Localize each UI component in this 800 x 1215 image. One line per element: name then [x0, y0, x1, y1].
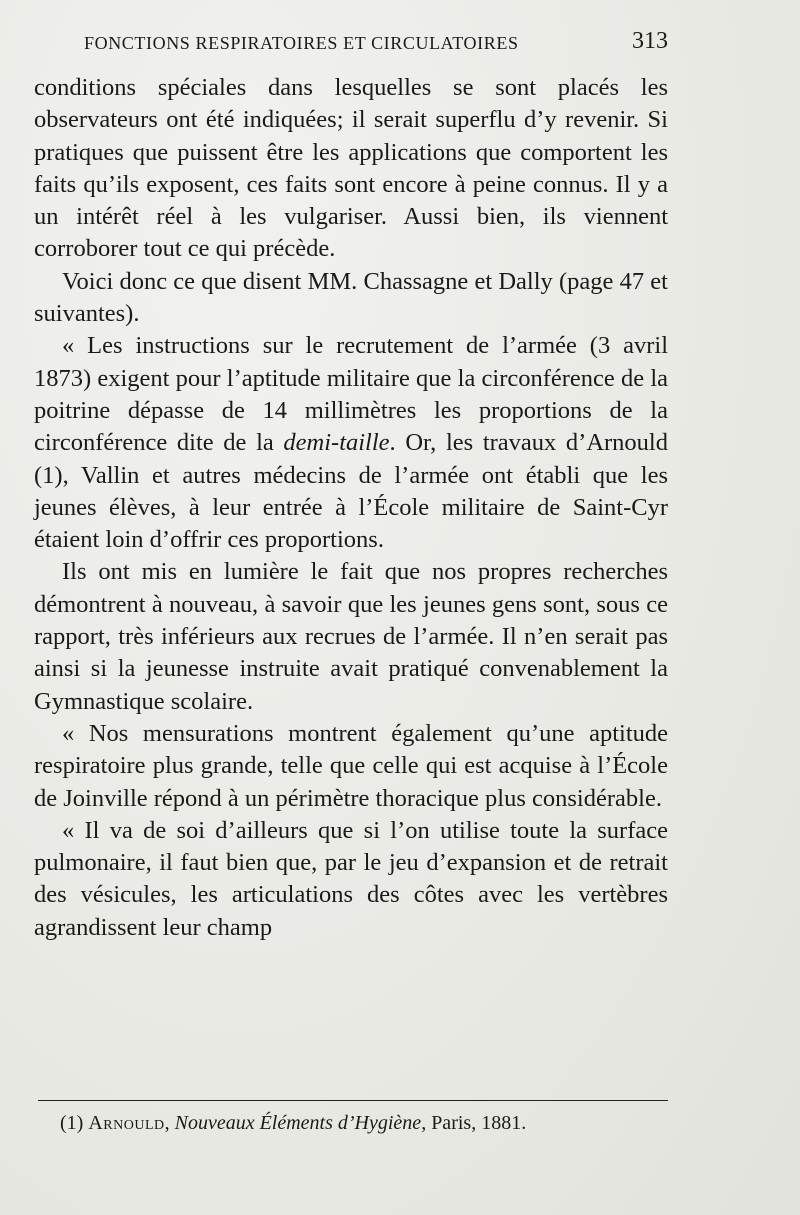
running-title: FONCTIONS RESPIRATOIRES ET CIRCULATOIRES: [84, 33, 519, 53]
paragraph-text: conditions spéciales dans lesquelles se sont placés les observateurs ont été indiquées; il serait superflu d’y revenir. Si pratiques que puissent être les applications que comportent les faits qu’ils exposent, ces faits sont encore à peine connus. Il y a un intérêt réel à les vulgariser. Aussi bien, ils viennent corroborer tout ce qui précède.: [34, 74, 668, 263]
italic-text: demi-taille: [283, 429, 390, 457]
footnote-rest: , Paris, 1881.: [421, 1112, 527, 1134]
paragraph-text: « Il va de soi d’ailleurs que si l’on utilise toute la surface pulmonaire, il faut bien que, par le jeu d’expansion et de retrait des vésicules, les articulations des côtes avec les vertèbres agrandissent leur champ: [34, 816, 668, 941]
paragraph: [34, 330, 668, 556]
paragraph: [34, 72, 668, 266]
footnote: (1) Arnould, Nouveaux Éléments d’Hygiène, Paris, 1881.: [60, 1112, 527, 1134]
paragraph: [34, 815, 668, 944]
body-text: [34, 72, 668, 944]
footnote-author: Arnould: [88, 1112, 165, 1134]
paragraph: [34, 556, 668, 717]
paragraph: [34, 266, 668, 331]
paragraph-text: Ils ont mis en lumière le fait que nos propres recherches démontrent à nouveau, à savoir que les jeunes gens sont, sous ce rapport, très inférieurs aux recrues de l’armée. Il n’en serait pas ainsi si la jeunesse instruite avait pratiqué convenablement la Gymnastique scolaire.: [34, 558, 668, 715]
footnote-marker: (1): [60, 1112, 84, 1134]
paragraph-text: . Or, les travaux d’Arnould (1), Vallin et autres médecins de l’armée ont établi que les jeunes élèves, à leur entrée à l’École militaire de Saint-Cyr étaient loin d’offrir ces proportions.: [34, 429, 668, 554]
footnote-divider: [38, 1100, 668, 1101]
paragraph-text: Voici donc ce que disent MM. Chassagne et Dally (page 47 et suivantes).: [34, 267, 668, 328]
footnote-title: Nouveaux Éléments d’Hygiène: [174, 1112, 422, 1134]
paragraph: [34, 718, 668, 815]
page-number: 313: [632, 28, 668, 54]
paragraph-text: « Les instructions sur le recrutement de l’armée (3 avril 1873) exigent pour l’aptitude militaire que la circonférence de la poitrine dépasse de 14 millimètres les proportions de la circonférence dite de la: [34, 332, 668, 457]
paragraph-text: « Nos mensurations montrent également qu’une aptitude respiratoire plus grande, telle que celle qui est acquise à l’École de Joinville répond à un périmètre thoracique plus considérable.: [34, 719, 668, 812]
